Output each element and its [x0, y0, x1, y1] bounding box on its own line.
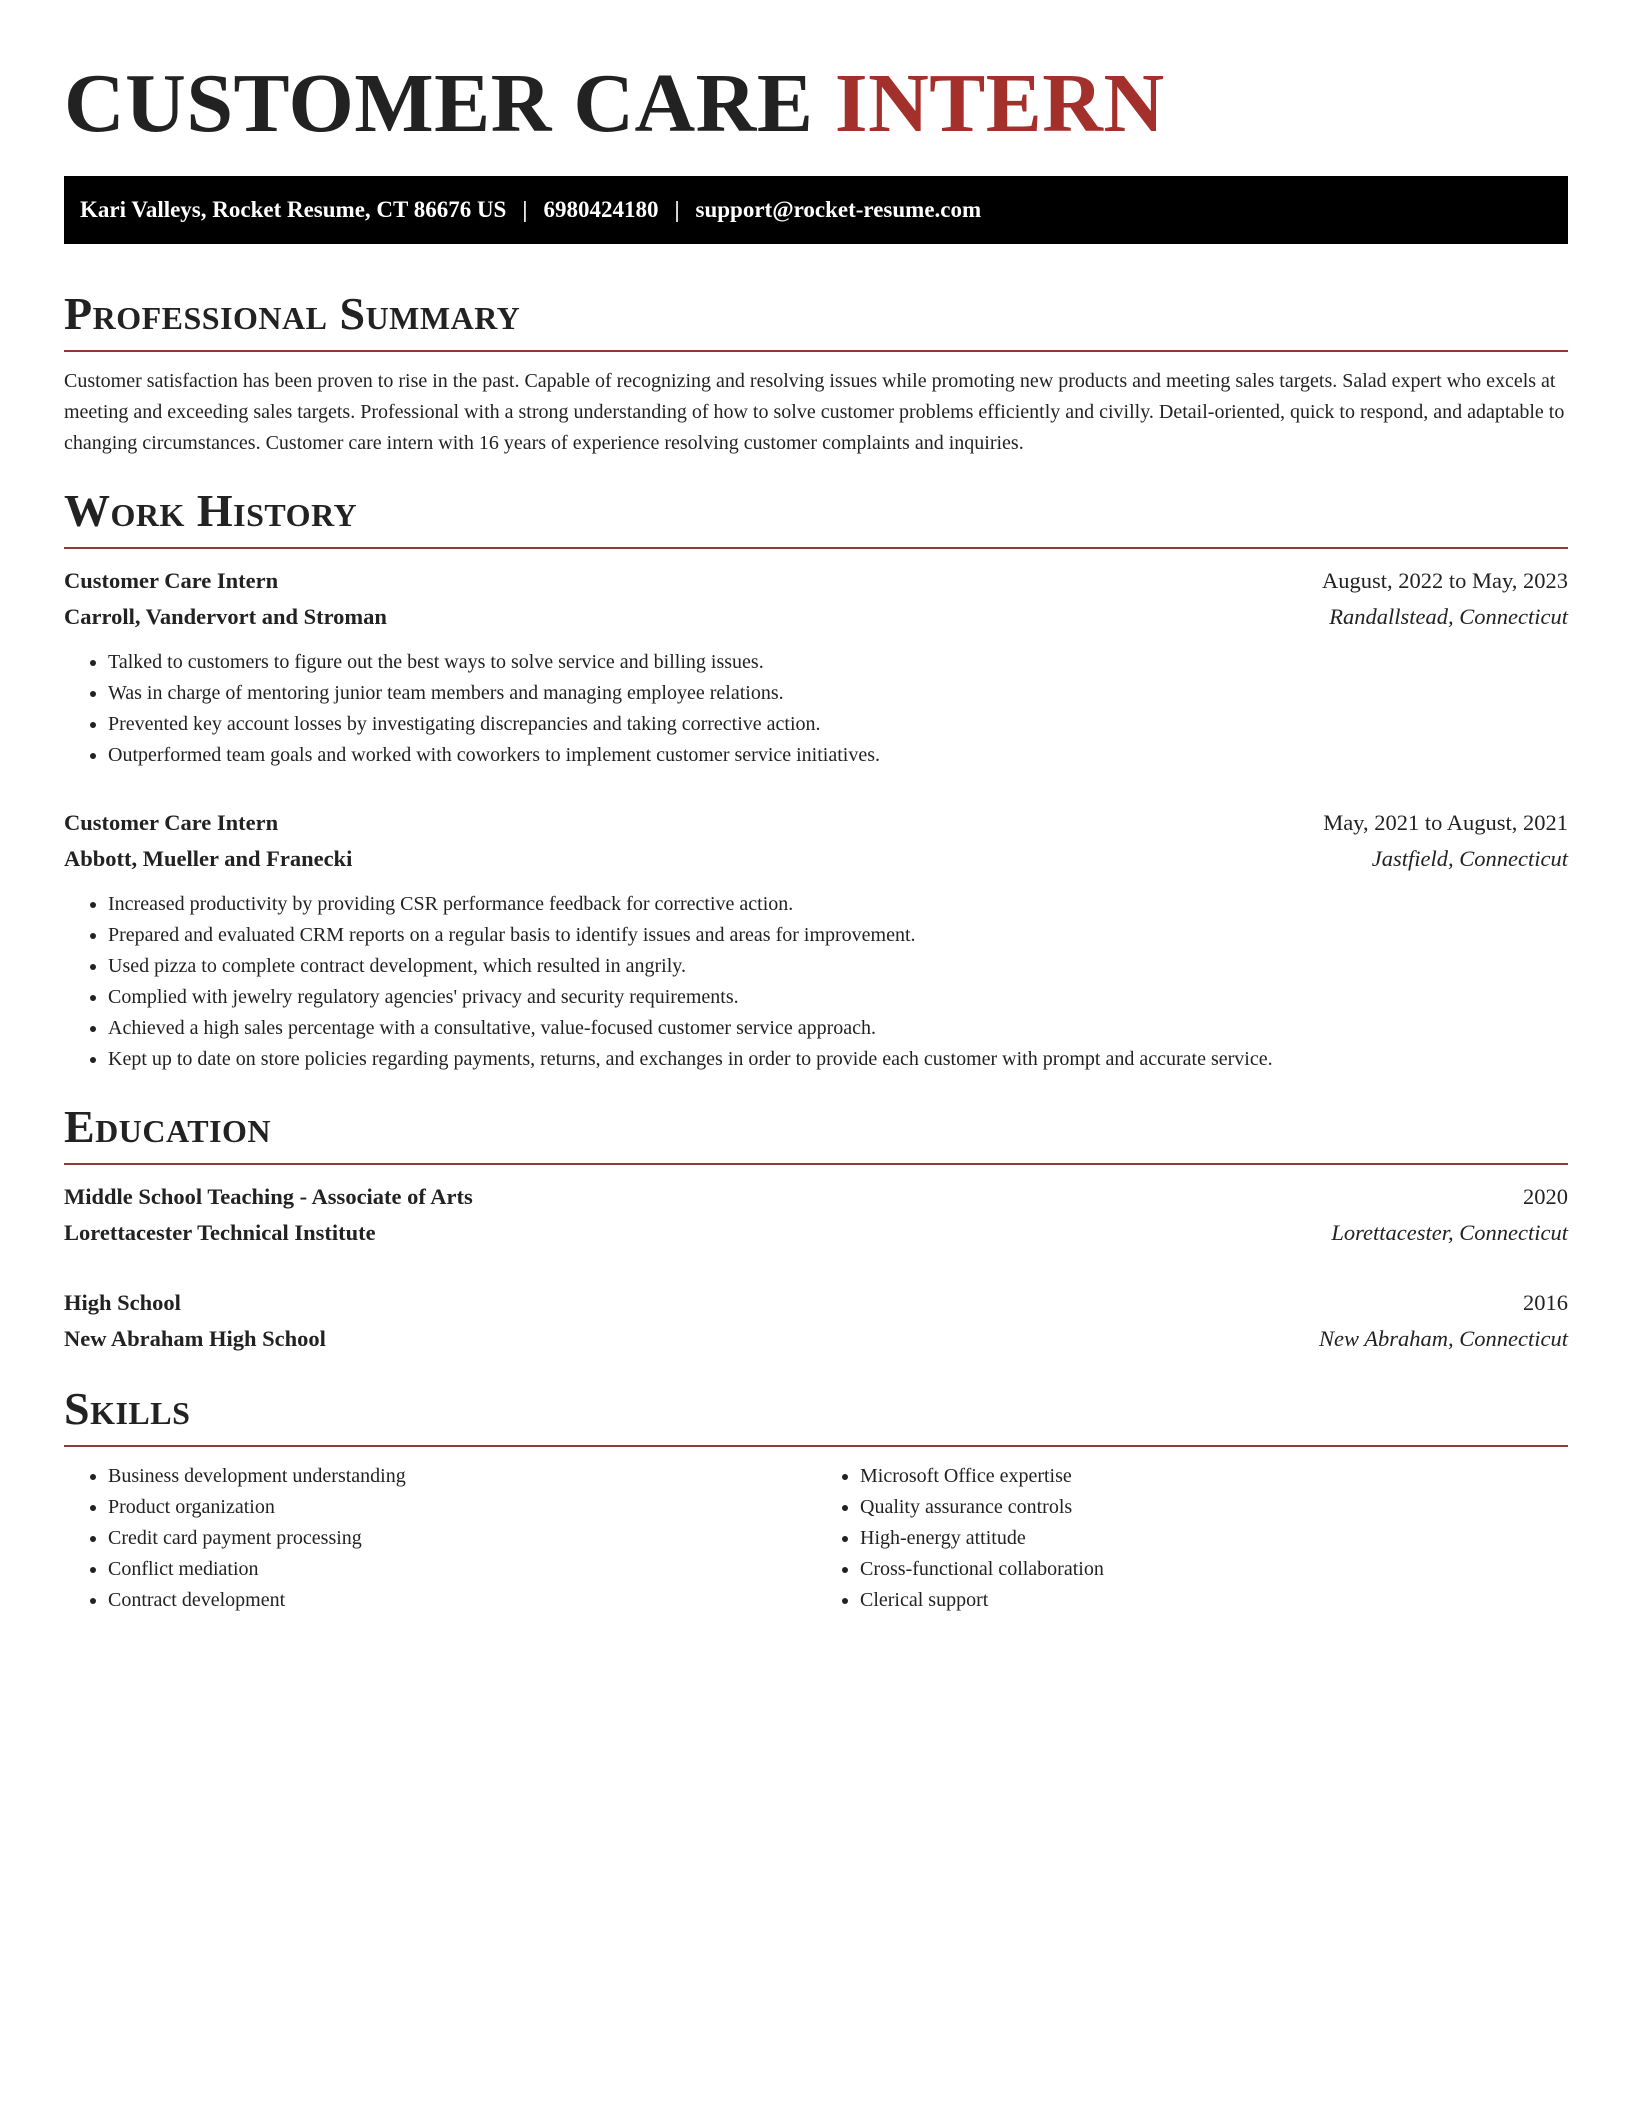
skill-item: • Contract development	[108, 1585, 816, 1616]
education-header-row	[64, 1179, 1568, 1215]
education-location: New Abraham, Connecticut	[1319, 1326, 1568, 1351]
job-dates: August, 2022 to May, 2023	[1321, 568, 1568, 593]
job-bullets	[64, 889, 1568, 1075]
work-history-heading: Work History	[64, 485, 358, 536]
job-company: Carroll, Vandervort and Stroman	[64, 604, 387, 629]
skill-item: • High-energy attitude	[860, 1523, 1568, 1554]
job-bullet: • Complied with jewelry regulatory agencies' privacy and security requirements.	[108, 982, 1568, 1013]
education-degree: High School	[64, 1290, 181, 1315]
skills-list-right	[816, 1461, 1568, 1616]
skill-item: • Clerical support	[860, 1585, 1568, 1616]
summary-heading: Professional Summary	[64, 288, 521, 339]
section-divider	[64, 350, 1568, 352]
job-company: Abbott, Mueller and Franecki	[64, 846, 353, 871]
education-section	[64, 1101, 1568, 1357]
job-bullet: • Achieved a high sales percentage with a consultative, value-focused customer service approach.	[108, 1013, 1568, 1044]
contact-email[interactable]: support@rocket-resume.com	[695, 197, 982, 222]
job-bullet: • Prepared and evaluated CRM reports on a regular basis to identify issues and areas for improvement.	[108, 920, 1568, 951]
job-title: Customer Care Intern	[64, 568, 279, 593]
contact-address: Kari Valleys, Rocket Resume, CT 86676 US	[80, 197, 507, 222]
education-heading: Education	[64, 1101, 272, 1152]
education-header-row	[64, 1285, 1568, 1321]
education-year: 2020	[1523, 1184, 1568, 1209]
skill-item: • Product organization	[108, 1492, 816, 1523]
job-entry	[64, 805, 1568, 1075]
title-main: CUSTOMER CARE	[64, 57, 814, 150]
summary-text: Customer satisfaction has been proven to rise in the past. Capable of recognizing and resolving issues while promoting new products and meeting sales targets. Salad expert who excels at meeting and exceeding sales targets. Professional with a strong understanding of how to solve customer problems efficiently and civilly. Detail-oriented, quick to respond, and adaptable to changing circumstances. Customer care intern with 16 years of experience resolving customer complaints and inquiries.	[64, 370, 1565, 454]
summary-section	[64, 288, 1568, 459]
contact-separator: |	[674, 197, 680, 222]
education-entry	[64, 1285, 1568, 1357]
education-year: 2016	[1523, 1290, 1568, 1315]
education-degree: Middle School Teaching - Associate of Arts	[64, 1184, 473, 1209]
skills-section	[64, 1383, 1568, 1616]
education-location: Lorettacester, Connecticut	[1331, 1220, 1568, 1245]
education-school: Lorettacester Technical Institute	[64, 1220, 376, 1245]
education-school-row	[64, 1321, 1568, 1357]
job-bullet: • Kept up to date on store policies regarding payments, returns, and exchanges in order to provide each customer with prompt and accurate service.	[108, 1044, 1568, 1075]
job-bullet: • Prevented key account losses by investigating discrepancies and taking corrective action.	[108, 709, 1568, 740]
job-location: Jastfield, Connecticut	[1371, 846, 1568, 871]
work-history-section	[64, 485, 1568, 1075]
skill-item: • Credit card payment processing	[108, 1523, 816, 1554]
title-accent: INTERN	[834, 57, 1165, 150]
job-location: Randallstead, Connecticut	[1329, 604, 1568, 629]
education-school-row	[64, 1215, 1568, 1251]
skill-item: • Microsoft Office expertise	[860, 1461, 1568, 1492]
job-title: Customer Care Intern	[64, 810, 279, 835]
job-bullet: • Talked to customers to figure out the best ways to solve service and billing issues.	[108, 647, 1568, 678]
job-header-row	[64, 805, 1568, 841]
section-divider	[64, 1163, 1568, 1165]
contact-separator: |	[522, 197, 528, 222]
section-divider	[64, 547, 1568, 549]
job-header-row	[64, 563, 1568, 599]
job-bullet: • Outperformed team goals and worked with coworkers to implement customer service initiatives.	[108, 740, 1568, 771]
education-school: New Abraham High School	[64, 1326, 326, 1351]
skills-list-left	[64, 1461, 816, 1616]
skill-item: • Conflict mediation	[108, 1554, 816, 1585]
resume-title	[64, 54, 1568, 154]
skill-item: • Cross-functional collaboration	[860, 1554, 1568, 1585]
job-bullets	[64, 647, 1568, 771]
job-bullet: • Increased productivity by providing CSR performance feedback for corrective action.	[108, 889, 1568, 920]
job-company-row	[64, 599, 1568, 635]
skill-item: • Business development understanding	[108, 1461, 816, 1492]
contact-phone: 6980424180	[543, 197, 659, 222]
section-divider	[64, 1445, 1568, 1447]
job-bullet: • Used pizza to complete contract development, which resulted in angrily.	[108, 951, 1568, 982]
skill-item: • Quality assurance controls	[860, 1492, 1568, 1523]
job-company-row	[64, 841, 1568, 877]
job-bullet: • Was in charge of mentoring junior team members and managing employee relations.	[108, 678, 1568, 709]
contact-bar	[64, 176, 1568, 244]
job-dates: May, 2021 to August, 2021	[1323, 810, 1568, 835]
skills-columns	[64, 1461, 1568, 1616]
job-entry	[64, 563, 1568, 771]
education-entry	[64, 1179, 1568, 1251]
skills-heading: Skills	[64, 1383, 191, 1434]
